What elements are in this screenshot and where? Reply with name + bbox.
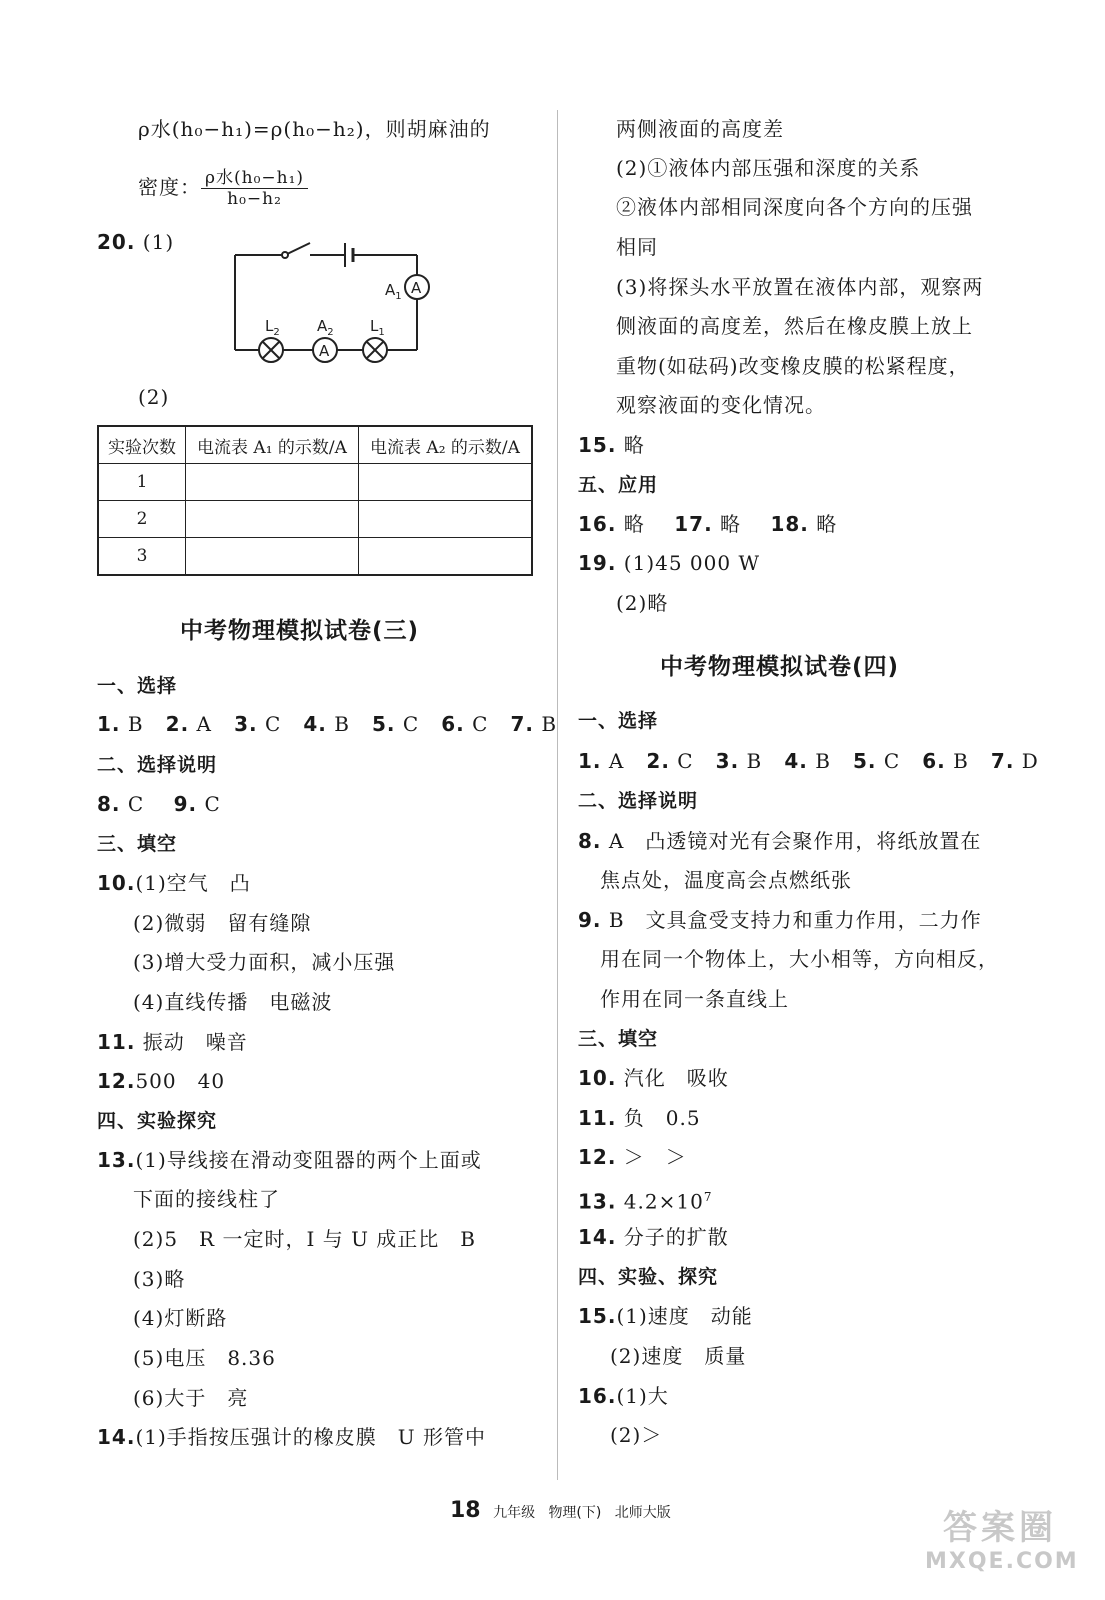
- switch-pivot: [282, 252, 288, 258]
- r-choices-row: 1. A 2. C 3. B 4. B 5. C 6. B 7. D: [578, 749, 1039, 773]
- r-heading-fill: 三、填空: [578, 1028, 659, 1050]
- q14: 14.(1)手指按压强计的橡皮膜 U 形管中: [97, 1425, 486, 1449]
- q10-4: (4)直线传播 电磁波: [133, 990, 333, 1014]
- table-row: [98, 501, 532, 538]
- r-heading-choice-explain: 二、选择说明: [578, 790, 699, 812]
- r-q19: 19. (1)45 000 W: [578, 551, 761, 575]
- heading-application: 五、应用: [578, 474, 659, 496]
- label-a1: $A_1$: [385, 281, 402, 302]
- r-q15b: 15.(1)速度 动能: [578, 1304, 753, 1328]
- r-q16b-2: (2)＞: [610, 1423, 663, 1447]
- r-q10: 10. 汽化 吸收: [578, 1066, 729, 1090]
- q13: 13.(1)导线接在滑动变阻器的两个上面或: [97, 1148, 482, 1172]
- density-formula: 密度： $\frac{\text{ρ水(h₀−h₁)}}{\text{h₀−h₂}}$: [138, 168, 308, 209]
- r-q15b-2: (2)速度 质量: [610, 1344, 747, 1368]
- table-row: [98, 538, 532, 576]
- q12: 12.500 40: [97, 1069, 226, 1093]
- table-row: [98, 464, 532, 501]
- q10-2: (2)微弱 留有缝隙: [133, 911, 312, 935]
- r-line-1: 两侧液面的高度差: [616, 117, 784, 141]
- table-cell: 1: [98, 464, 186, 501]
- q20-part2: (2): [138, 385, 170, 409]
- r-q9: 9. B 文具盒受支持力和重力作用，二力作: [578, 908, 982, 932]
- section-title-3: 中考物理模拟试卷(三): [180, 618, 420, 644]
- r-line-3: ②液体内部相同深度向各个方向的压强: [616, 195, 973, 219]
- q10-3: (3)增大受力面积，减小压强: [133, 950, 396, 974]
- heading-experiment: 四、实验探究: [97, 1110, 218, 1132]
- r-q8: 8. A 凸透镜对光有会聚作用，将纸放置在: [578, 829, 982, 853]
- r-line-2: (2)①液体内部压强和深度的关系: [616, 156, 921, 180]
- r-q16-18: 16. 略 17. 略 18. 略: [578, 512, 838, 536]
- experiment-table: [97, 425, 533, 576]
- r-q14: 14. 分子的扩散: [578, 1225, 729, 1249]
- r-line-5: (3)将探头水平放置在液体内部，观察两: [616, 275, 984, 299]
- r-line-7: 重物(如砝码)改变橡皮膜的松紧程度，: [616, 354, 970, 378]
- q13-2: (2)5 R 一定时，I 与 U 成正比 B: [133, 1227, 476, 1251]
- r-q16b: 16.(1)大: [578, 1384, 669, 1408]
- table-cell: 2: [98, 501, 186, 538]
- table-cell: 3: [98, 538, 186, 576]
- table-header: 电流表 A₁ 的示数/A: [186, 426, 359, 464]
- r-line-8: 观察液面的变化情况。: [616, 393, 826, 417]
- r-q9c: 作用在同一条直线上: [600, 987, 789, 1011]
- switch-icon: [285, 243, 310, 255]
- page-number: 18: [450, 1498, 481, 1523]
- r-heading-experiment: 四、实验、探究: [578, 1266, 719, 1288]
- ammeter-a2-symbol: A: [319, 342, 330, 360]
- r-q11: 11. 负 0.5: [578, 1106, 701, 1130]
- table-header: 实验次数: [98, 426, 186, 464]
- q13-1b: 下面的接线柱了: [133, 1187, 280, 1211]
- r-q12: 12. ＞ ＞: [578, 1145, 687, 1169]
- r-q15: 15. 略: [578, 433, 645, 457]
- choices-row: 1. B 2. A 3. C 4. B 5. C 6. C 7. B: [97, 712, 558, 736]
- circuit-diagram: [225, 225, 450, 370]
- q13-3: (3)略: [133, 1267, 186, 1291]
- section-title-4: 中考物理模拟试卷(四): [660, 654, 900, 680]
- label-a2: $A_2$: [317, 317, 334, 338]
- q10: 10.(1)空气 凸: [97, 871, 251, 895]
- formula-line: ρ水(h₀−h₁)=ρ(h₀−h₂)，则胡麻油的: [138, 117, 491, 141]
- q13-6: (6)大于 亮: [133, 1386, 249, 1410]
- q13-5: (5)电压 8.36: [133, 1346, 276, 1370]
- heading-fill: 三、填空: [97, 833, 178, 855]
- table-header: 电流表 A₂ 的示数/A: [358, 426, 532, 464]
- q11: 11. 振动 噪音: [97, 1030, 248, 1054]
- r-line-4: 相同: [616, 235, 658, 259]
- r-heading-choice: 一、选择: [578, 710, 659, 732]
- heading-choice-explain: 二、选择说明: [97, 754, 218, 776]
- q20: 20. (1): [97, 230, 175, 254]
- r-q13: 13. $4.2\times 10^7$: [578, 1189, 713, 1214]
- watermark-logo: 答案圈 MXQE.COM: [925, 1508, 1079, 1574]
- column-divider: [557, 110, 558, 1480]
- choices-row-2: 8. C 9. C: [97, 792, 221, 816]
- q13-4: (4)灯断路: [133, 1306, 228, 1330]
- label-l2: $L_2$: [265, 317, 280, 338]
- label-l1: $L_1$: [370, 317, 385, 338]
- r-q8b: 焦点处，温度高会点燃纸张: [600, 868, 852, 892]
- r-line-6: 侧液面的高度差，然后在橡皮膜上放上: [616, 314, 973, 338]
- r-q9b: 用在同一个物体上，大小相等，方向相反，: [600, 947, 999, 971]
- table-header-row: [98, 426, 532, 464]
- heading-choice: 一、选择: [97, 675, 178, 697]
- ammeter-a1-symbol: A: [411, 279, 422, 297]
- page-footer: 18 九年级 物理(下) 北师大版: [450, 1498, 671, 1523]
- r-q19-2: (2)略: [616, 591, 669, 615]
